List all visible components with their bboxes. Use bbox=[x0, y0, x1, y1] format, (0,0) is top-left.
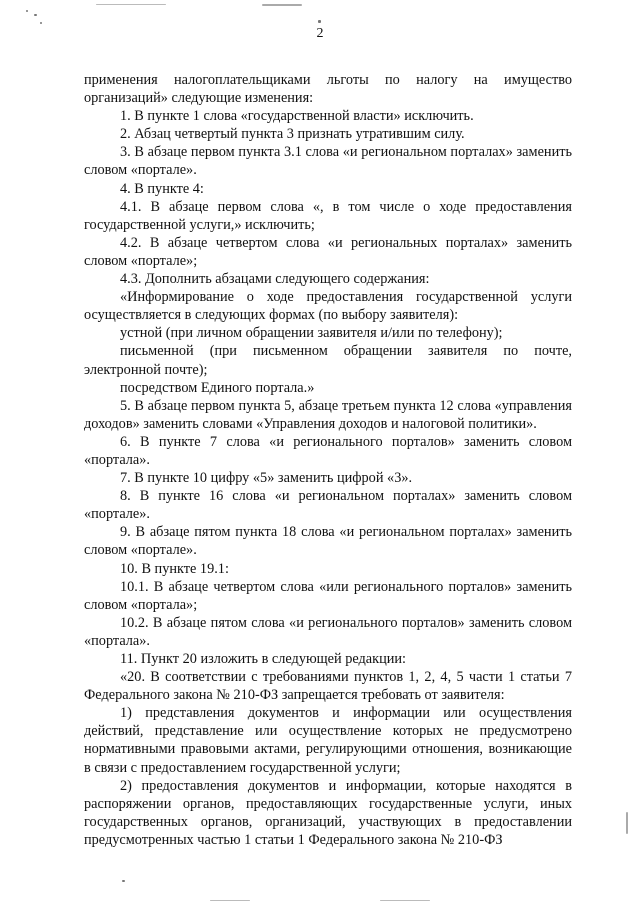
paragraph: письменной (при письменном обращении заявителя по почте, электронной почте); bbox=[84, 343, 572, 378]
scan-speck bbox=[122, 880, 125, 882]
scan-speck bbox=[318, 20, 321, 23]
scan-speck bbox=[40, 22, 42, 24]
paragraph: 10. В пункте 19.1: bbox=[120, 560, 229, 577]
paragraph: 11. Пункт 20 изложить в следующей редакции: bbox=[120, 651, 407, 667]
paragraph: устной (при личном обращении заявителя и/или по телефону); bbox=[120, 325, 503, 342]
paragraph: 10.1. В абзаце четвертом слова «или регионального порталов» заменить словом «портала»; bbox=[84, 578, 572, 613]
paragraph: 2) предоставления документов и информации, которые находятся в распоряжении органов, предоставляющих государственные услуги, иных государственных органов, организаций, участвующих в предоставлении предусмотренных частью 1 статьи 1 Федерального закона № 210-ФЗ bbox=[84, 777, 572, 848]
document-body bbox=[84, 71, 572, 849]
scan-speck bbox=[210, 900, 250, 901]
paragraph: 8. В пункте 16 слова «и региональном порталах» заменить словом «портале». bbox=[84, 488, 572, 523]
paragraph: 4.3. Дополнить абзацами следующего содержания: bbox=[120, 271, 430, 288]
paragraph: 10.2. В абзаце пятом слова «и регионального порталов» заменить словом «портала». bbox=[84, 614, 572, 649]
paragraph: применения налогоплательщиками льготы по налогу на имущество организаций» следующие изменения: bbox=[84, 72, 572, 107]
paragraph: «Информирование о ходе предоставления государственной услуги осуществляется в следующих формах (по выбору заявителя): bbox=[84, 289, 572, 324]
scan-speck bbox=[262, 4, 302, 6]
paragraph: 4.2. В абзаце четвертом слова «и региональных порталах» заменить словом «портале»; bbox=[84, 234, 572, 269]
page-number: 2 bbox=[316, 26, 324, 41]
scan-speck bbox=[26, 10, 28, 12]
paragraph: 6. В пункте 7 слова «и регионального порталов» заменить словом «портала». bbox=[84, 433, 572, 468]
paragraph: посредством Единого портала.» bbox=[120, 379, 315, 396]
paragraph: 9. В абзаце пятом пункта 18 слова «и региональном порталах» заменить словом «портале». bbox=[84, 524, 572, 559]
paragraph: 2. Абзац четвертый пункта 3 признать утратившим силу. bbox=[120, 126, 465, 143]
paragraph: 4. В пункте 4: bbox=[120, 180, 204, 197]
scan-speck bbox=[34, 14, 37, 16]
paragraph: 1. В пункте 1 слова «государственной власти» исключить. bbox=[120, 108, 474, 125]
paragraph: «20. В соответствии с требованиями пунктов 1, 2, 4, 5 части 1 статьи 7 Федерального закона № 210-ФЗ запрещается требовать от заявителя: bbox=[84, 669, 572, 704]
paragraph: 3. В абзаце первом пункта 3.1 слова «и региональном порталах» заменить словом «портале». bbox=[84, 144, 572, 179]
paragraph: 5. В абзаце первом пункта 5, абзаце третьем пункта 12 слова «управления доходов» заменить словами «Управления доходов и налоговой политики». bbox=[84, 397, 572, 432]
paragraph: 1) представления документов и информации или осуществления действий, представление или осуществление которых не предусмотрено нормативными правовыми актами, регулирующими отношения, возникающие в связи с предоставлением государственной услуги; bbox=[84, 705, 572, 776]
paragraph: 7. В пункте 10 цифру «5» заменить цифрой «3». bbox=[120, 470, 413, 487]
scan-speck bbox=[96, 4, 166, 5]
paragraph: 4.1. В абзаце первом слова «, в том числе о ходе предоставления государственной услуги,» исключить; bbox=[84, 198, 572, 233]
scan-speck bbox=[380, 900, 430, 901]
scan-speck bbox=[626, 812, 628, 834]
